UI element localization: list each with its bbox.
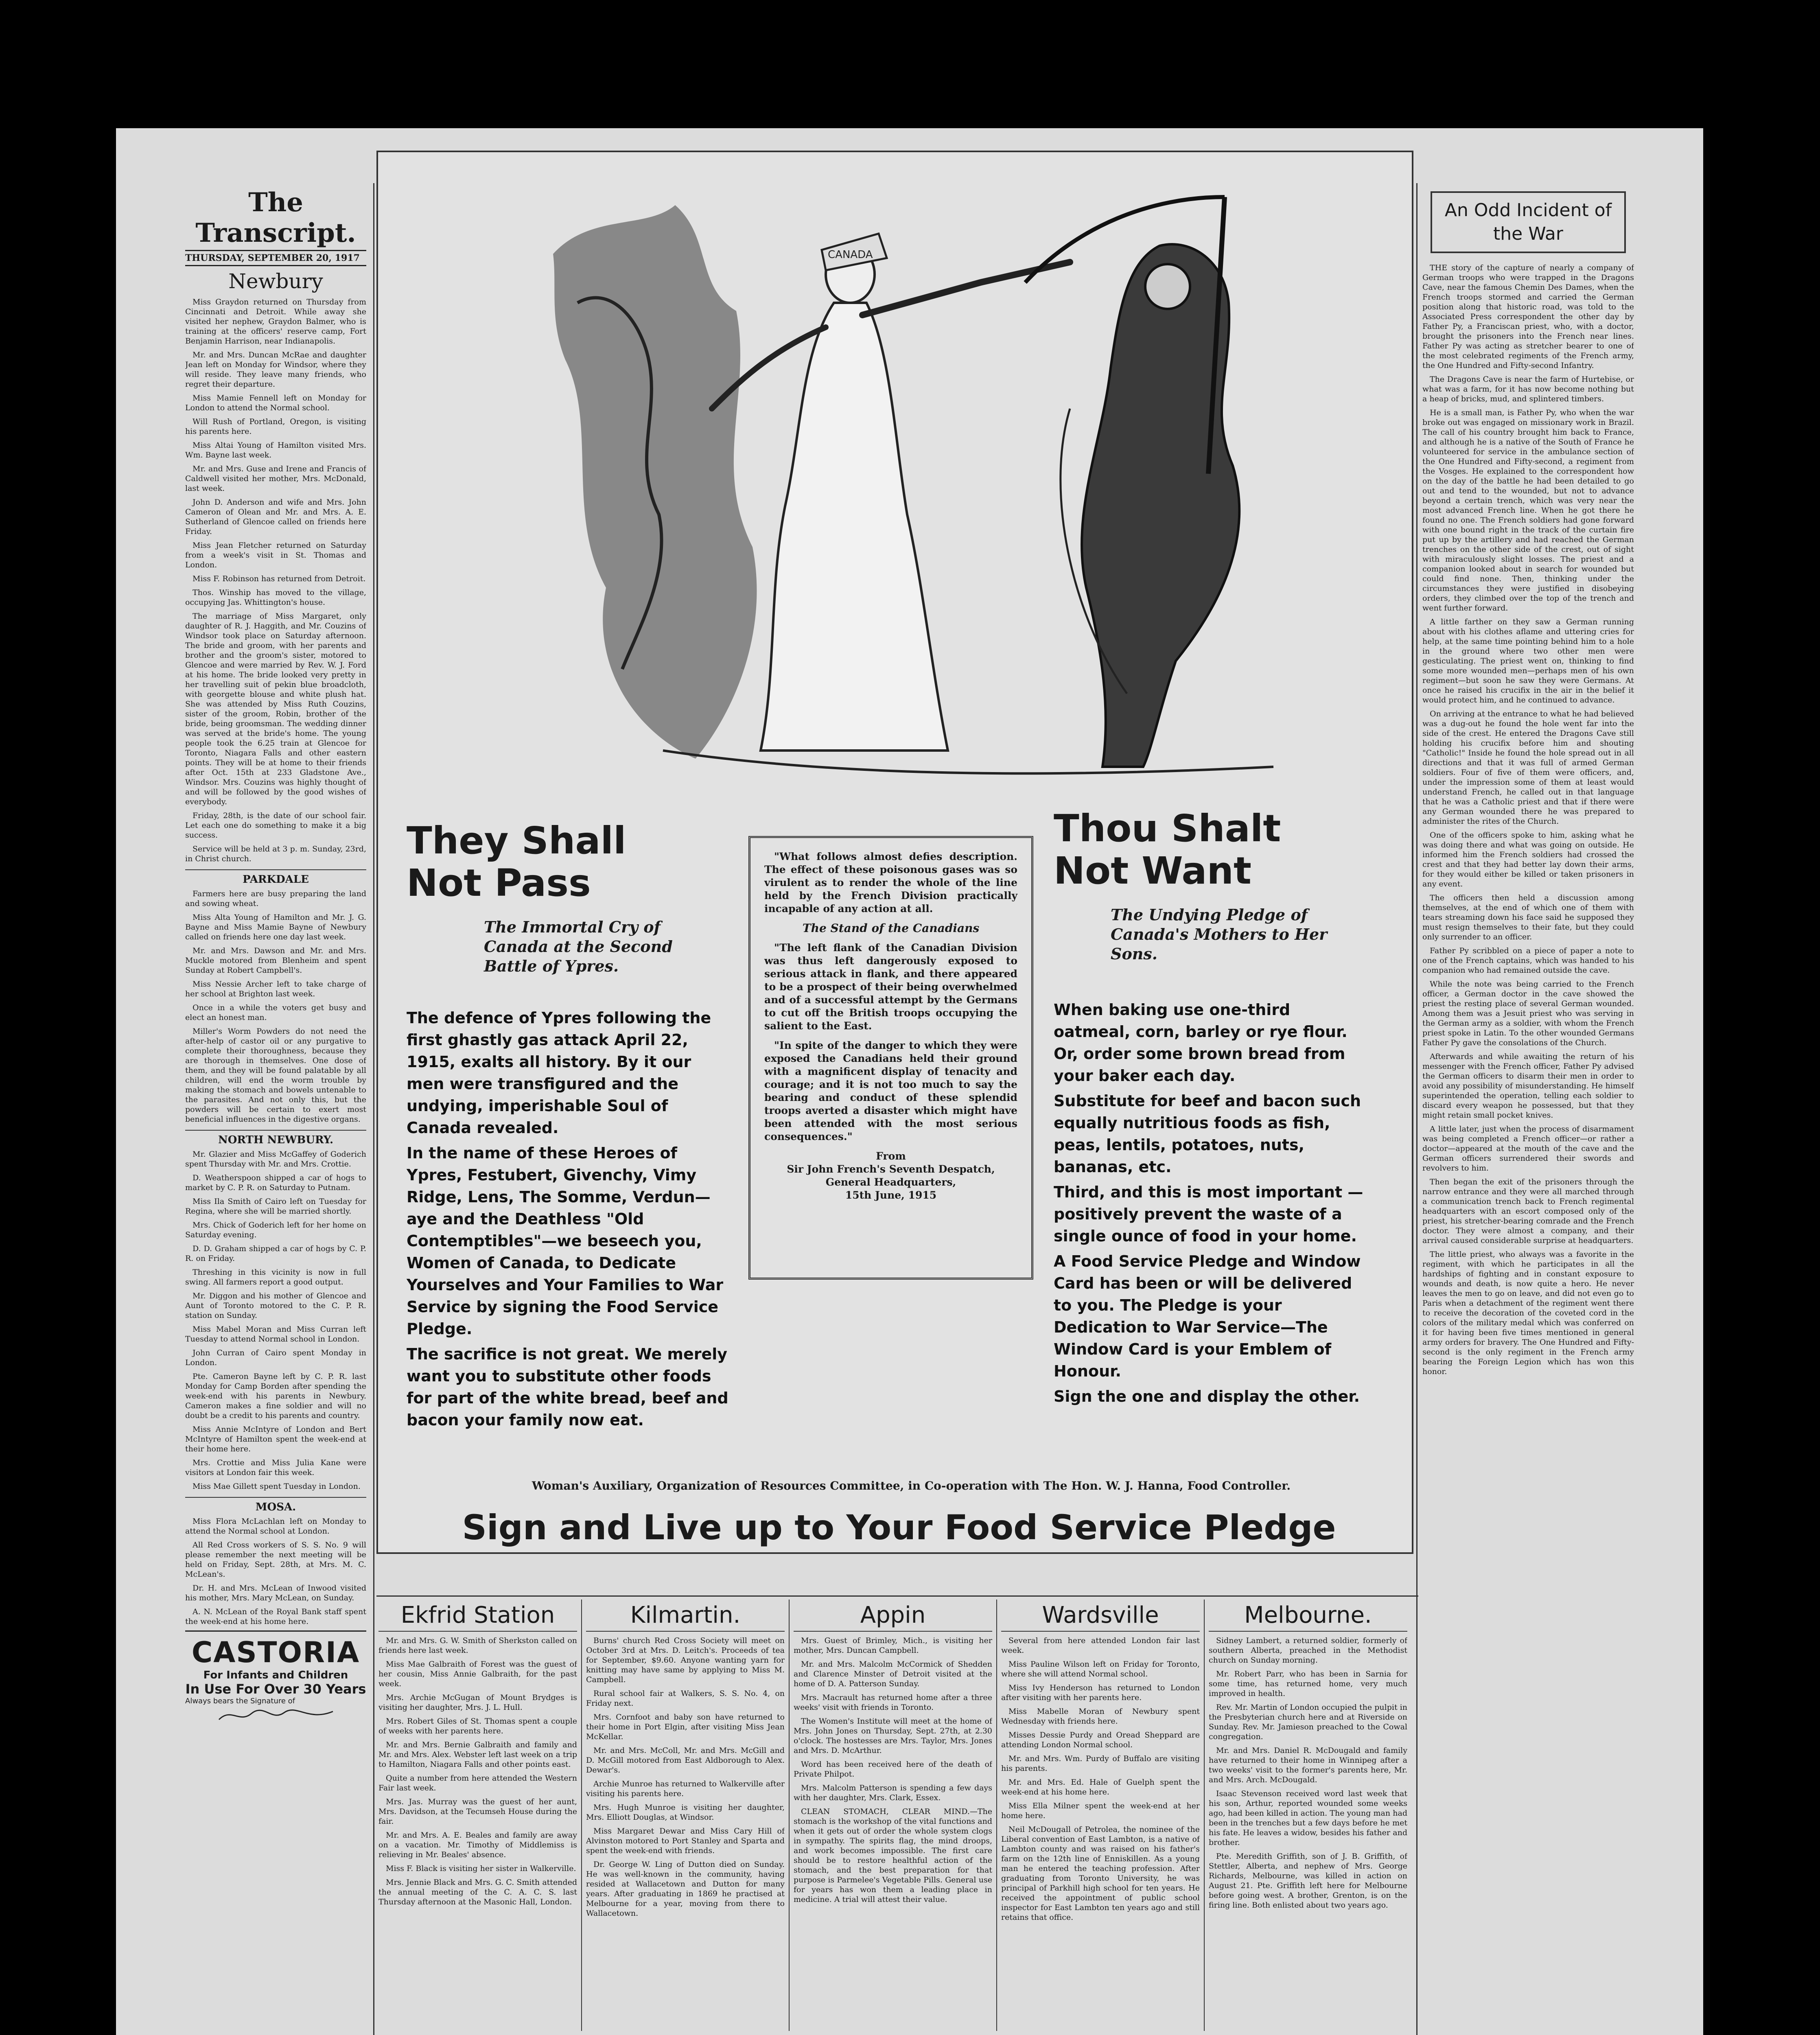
- news-item: Thos. Winship has moved to the village, occupying Jas. Whittington's house.: [185, 588, 366, 607]
- mosa-items: [185, 1516, 366, 1626]
- news-item: Once in a while the voters get busy and elect an honest man.: [185, 1003, 366, 1022]
- bottom-column: [378, 1600, 577, 2031]
- right-column: [1422, 183, 1634, 2031]
- news-item: The marriage of Miss Margaret, only daughter of R. J. Haggith, and Mr. Couzins of Windsor took place on Saturday afternoon. The bride and groom, with her parents and brother and the groom's sister, motored to Glencoe and were married by Rev. W. J. Ford at his home. The bride looked very pretty in her travelling suit of pekin blue broadcloth, with georgette blouse and white plush hat. She was attended by Miss Ruth Couzins, sister of the groom, Robin, brother of the bride, being groomsman. The wedding dinner was served at the bride's home. The young people took the 6.25 train at Glencoe for Toronto, Niagara Falls and other eastern points. They will be at home to their friends after Oct. 15th at 233 Gladstone Ave., Windsor. Mrs. Couzins was highly thought of and will be followed by the good wishes of everybody.: [185, 612, 366, 806]
- column-rule: [1204, 1600, 1205, 2031]
- odd-incident-body: [1422, 263, 1634, 1376]
- bottom-column: [586, 1600, 785, 2031]
- castoria-advert: [185, 1630, 366, 1726]
- illustration-canada-vs-death: [541, 181, 1314, 783]
- column-rule: [373, 183, 374, 2035]
- quote-paragraph-3: "In spite of the danger to which they were exposed the Canadians held their ground with a magnificent display of tenacity and courage; and it is not too much to say the bearing and conduct of these splendid troops averted a disaster which might have been attended with the most serious consequences.": [764, 1039, 1017, 1142]
- news-item: All Red Cross workers of S. S. No. 9 will please remember the next meeting will be held on Friday, Sept. 28th, at Mrs. M. C. McLean's.: [185, 1540, 366, 1579]
- quote-source-4: 15th June, 1915: [845, 1189, 937, 1201]
- right-headline: Thou Shalt Not Want: [1054, 807, 1281, 893]
- news-item: D. D. Graham shipped a car of hogs by C. P. R. on Friday.: [185, 1244, 366, 1263]
- news-item: Miss Ella Milner spent the week-end at her home here.: [1001, 1801, 1200, 1820]
- quote-title: The Stand of the Canadians: [802, 921, 980, 935]
- news-item: Dr. H. and Mrs. McLean of Inwood visited his mother, Mrs. Mary McLean, on Sunday.: [185, 1584, 366, 1602]
- newspaper-page: [116, 128, 1703, 2035]
- masthead-title: The Transcript.: [195, 187, 356, 248]
- news-item: A. N. McLean of the Royal Bank staff spent the week-end at his home here.: [185, 1607, 366, 1626]
- food-pledge-advert: [376, 151, 1413, 1554]
- bottom-column: [1001, 1600, 1200, 2031]
- story-paragraph: A little farther on they saw a German running about with his clothes aflame and uttering cries for help, at the same time pointing behind him to a hole in the ground where two other men were gesticulating. The priest went on, thinking to find some more wounded men—perhaps men of his own regiment—but soon he saw they were Germans. At once he raised his crucifix in the air in the belief it would protect him, and he continued to advance.: [1422, 617, 1634, 705]
- news-item: Miss Altai Young of Hamilton visited Mrs. Wm. Bayne last week.: [185, 441, 366, 460]
- quote-paragraph-1: "What follows almost defies description. The effect of these poisonous gases was so virulent as to render the whole of the line held by the French Division practically incapable of any action at all.: [764, 851, 1017, 915]
- story-paragraph: One of the officers spoke to him, asking what he was doing there and what was going on outside. He informed him the French soldiers had crossed the crest and that they had better lay down their arms, for they would either be killed or taken prisoners in any event.: [1422, 831, 1634, 888]
- news-item: Pte. Cameron Bayne left by C. P. R. last Monday for Camp Borden after spending the week-end with his parents in Newbury. Cameron makes a fine soldier and will no doubt be a credit to his parents and country.: [185, 1372, 366, 1420]
- north-newbury-items: [185, 1149, 366, 1491]
- advert-paragraph: A Food Service Pledge and Window Card has been or will be delivered to you. The Pledge is your Dedication to War Service—The Window Card is your Emblem of Honour.: [1054, 1252, 1361, 1380]
- news-item: Miss Mamie Fennell left on Monday for London to attend the Normal school.: [185, 394, 366, 412]
- quote-paragraph-2: "The left flank of the Canadian Division was thus left dangerously exposed to serious attack in flank, and there appeared to be a prospect of their being overwhelmed and of a successful attempt by the Germans to cut off the British troops occupying the salient to the East.: [764, 942, 1017, 1032]
- news-item: Farmers here are busy preparing the land and sowing wheat.: [185, 889, 366, 908]
- column-rule: [996, 1600, 997, 2031]
- news-item: Mr. and Mrs. A. E. Beales and family are away on a vacation. Mr. Timothy of Middlemiss is relieving in Mr. Beales' absence.: [378, 1831, 577, 1859]
- section-heading-north-newbury: NORTH NEWBURY.: [185, 1130, 366, 1146]
- news-item: Mr. and Mrs. Bernie Galbraith and family and Mr. and Mrs. Alex. Webster left last week on a trip to Hamilton, Niagara Falls and other points east.: [378, 1740, 577, 1769]
- news-item: Mr. Robert Parr, who has been in Sarnia for some time, has returned home, very much improved in health.: [1209, 1670, 1407, 1698]
- castoria-name: CASTORIA: [191, 1636, 360, 1669]
- fletcher-signature: [215, 1705, 337, 1726]
- left-body: [407, 1007, 732, 1434]
- news-item: Mrs. Macrault has returned home after a three weeks' visit with friends in Toronto.: [794, 1693, 992, 1712]
- odd-incident-title: An Odd Incident of the War: [1431, 191, 1626, 253]
- left-headline: They Shall Not Pass: [407, 819, 626, 905]
- news-item: Will Rush of Portland, Oregon, is visiting his parents here.: [185, 417, 366, 436]
- advert-paragraph: The defence of Ypres following the first ghastly gas attack April 22, 1915, exalts all history. By it our men were transfigured and the undying, imperishable Soul of Canada revealed.: [407, 1009, 711, 1137]
- advert-paragraph: The sacrifice is not great. We merely want you to substitute other foods for part of the white bread, beef and bacon your family now eat.: [407, 1345, 728, 1429]
- story-paragraph: THE story of the capture of nearly a company of German troops who were trapped in the Dragons Cave, near the famous Chemin Des Dames, when the French troops stormed and carried the German position along that historic road, was told to the Associated Press correspondent the other day by Father Py, a Franciscan priest, who, with a doctor, brought the prisoners into the French near lines. Father Py was acting as stretcher bearer to one of the most celebrated regiments of the French army, the One Hundred and Fifty-second Infantry.: [1422, 263, 1634, 370]
- news-item: John Curran of Cairo spent Monday in London.: [185, 1348, 366, 1367]
- news-item: D. Weatherspoon shipped a car of hogs to market by C. P. R. on Saturday to Putnam.: [185, 1173, 366, 1192]
- news-item: Miss F. Black is visiting her sister in Walkerville.: [386, 1864, 576, 1873]
- news-item: Mrs. Jennie Black and Mrs. G. C. Smith attended the annual meeting of the C. A. C. S. last Thursday afternoon at the Masonic Hall, London.: [378, 1878, 577, 1906]
- news-item: Word has been received here of the death of Private Philpot.: [794, 1760, 992, 1779]
- story-paragraph: While the note was being carried to the French officer, a German doctor in the cave showed the priest the resting place of several German wounded. Among them was a Jesuit priest who was serving in the German army as a soldier, with whom the French priest spoke in Latin. To the other wounded Germans Father Py gave the consolations of the Church.: [1422, 980, 1634, 1047]
- castoria-line2: In Use For Over 30 Years: [185, 1681, 366, 1697]
- news-item: Mrs. Jas. Murray was the guest of her aunt, Mrs. Davidson, at the Tecumseh House during the fair.: [378, 1797, 577, 1826]
- news-item: Miss F. Robinson has returned from Detroit.: [192, 574, 366, 583]
- bottom-column: [1209, 1600, 1407, 2031]
- bottom-column-heading: Kilmartin.: [586, 1602, 785, 1632]
- news-item: Miss Mae Galbraith of Forest was the guest of her cousin, Miss Annie Galbraith, for the past week.: [378, 1660, 577, 1688]
- story-paragraph: Then began the exit of the prisoners through the narrow entrance and they were all marched through a communication trench back to French regimental headquarters with an escort composed only of the priest, his stretcher-bearing comrade and the French doctor. They were almost a company, and their arrival caused considerable surprise at headquarters.: [1422, 1177, 1634, 1245]
- castoria-line1: For Infants and Children: [203, 1669, 348, 1681]
- left-subhead: The Immortal Cry of Canada at the Second Battle of Ypres.: [484, 918, 673, 975]
- news-item: Archie Munroe has returned to Walkerville after visiting his parents here.: [586, 1779, 785, 1798]
- french-despatch-quote: [748, 836, 1033, 1280]
- news-item: Mrs. Malcolm Patterson is spending a few days with her daughter, Mrs. Clark, Essex.: [794, 1783, 992, 1802]
- news-item: Mrs. Archie McGugan of Mount Brydges is visiting her daughter, Mrs. J. L. Hull.: [378, 1693, 577, 1712]
- news-item: Miss Annie McIntyre of London and Bert McIntyre of Hamilton spent the week-end at their home here.: [185, 1425, 366, 1453]
- news-item: Mr. Diggon and his mother of Glencoe and Aunt of Toronto motored to the C. P. R. station on Sunday.: [185, 1291, 366, 1320]
- news-item: Mr. and Mrs. Guse and Irene and Francis of Caldwell visited her mother, Mrs. McDonald, last week.: [185, 464, 366, 493]
- news-item: Miss Mabel Moran and Miss Curran left Tuesday to attend Normal school in London.: [185, 1325, 366, 1344]
- quote-source-3: General Headquarters,: [825, 1176, 956, 1188]
- column-rule: [1416, 183, 1418, 2035]
- news-item: Mrs. Chick of Goderich left for her home on Saturday evening.: [185, 1221, 366, 1239]
- bottom-column-heading: Ekfrid Station: [378, 1602, 577, 1632]
- news-item: Sidney Lambert, a returned soldier, formerly of southern Alberta, preached in the Methodist church on Sunday morning.: [1209, 1636, 1407, 1665]
- news-item: Threshing in this vicinity is now in full swing. All farmers report a good output.: [185, 1268, 366, 1287]
- news-item: Several from here attended London fair last week.: [1001, 1636, 1200, 1655]
- news-item: Neil McDougall of Petrolea, the nominee of the Liberal convention of East Lambton, is a native of Lambton county and was raised on his father's farm on the 12th line of Enniskillen. As a young man he entered the teaching profession. After graduating from Toronto University, he was principal of Parkhill high school for ten years. He received the appointment of public school inspector for East Lambton ten years ago and still retains that office.: [1001, 1825, 1200, 1922]
- advert-slogan: Sign and Live up to Your Food Service Pledge: [462, 1508, 1336, 1547]
- story-paragraph: Father Py scribbled on a piece of paper a note to one of the French captains, which was handed to his companion who had remained outside the cave.: [1422, 946, 1634, 975]
- quote-source-2: Sir John French's Seventh Despatch,: [787, 1163, 995, 1175]
- advert-paragraph: Third, and this is most important — positively prevent the waste of a single ounce of food in your home.: [1054, 1183, 1363, 1245]
- news-item: Mr. and Mrs. McColl, Mr. and Mrs. McGill and D. McGill motored from East Aldborough to Alex. Dewar's.: [586, 1746, 785, 1775]
- news-item: Dr. George W. Ling of Dutton died on Sunday. He was well-known in the community, having resided at Wallacetown and Dutton for many years. After graduating in 1869 he practised at Melbourne for a year, moving from there to Wallacetown.: [586, 1860, 785, 1918]
- bottom-column-heading: Melbourne.: [1209, 1602, 1407, 1632]
- column-rule: [789, 1600, 790, 2031]
- bottom-column: [794, 1600, 992, 2031]
- story-paragraph: He is a small man, is Father Py, who when the war broke out was engaged on missionary work in Brazil. The call of his country brought him back to France, and although he is a native of the South of France he volunteered for service in the ambulance section of the One Hundred and Fifty-second, a regiment from the Vosges. He explained to the correspondent how on the day of the battle he had been detailed to go out and tend to the wounded, but not to advance beyond a certain trench, which was very near the most advanced French line. When he got there he found no one. The French soldiers had gone forward with one bound right in the track of the curtain fire put up by the artillery and had reached the German trenches on the other side of the crest, out of sight with miraculously slight losses. The priest and a companion looked about in search for wounded but could find none. Then, thinking under the circumstances they were justified in disobeying orders, they climbed over the top of the trench and went further forward.: [1422, 408, 1634, 613]
- section-heading-mosa: MOSA.: [185, 1497, 366, 1513]
- parkdale-items: [185, 889, 366, 1124]
- news-item: Miller's Worm Powders do not need the after-help of castor oil or any purgative to complete their thoroughness, because they are thorough in themselves. One dose of them, and they will be found palatable by all children, will end the worm trouble by making the stomach and bowels untenable to the parasites. And not only this, but the powders will be certain to exert most beneficial influences in the digestive organs.: [185, 1027, 366, 1124]
- left-column: [185, 183, 366, 2031]
- advert-paragraph: In the name of these Heroes of Ypres, Festubert, Givenchy, Vimy Ridge, Lens, The Somme, Verdun—aye and the Deathless "Old Contemptibles"—we beseech you, Women of Canada, to Dedicate Yourselves and Your Families to War Service by signing the Food Service Pledge.: [407, 1144, 724, 1338]
- story-paragraph: A little later, just when the process of disarmament was being completed a French officer—or rather a doctor—appeared at the mouth of the cave and the German officers surrendered their swords and revolvers to him.: [1422, 1125, 1634, 1173]
- bottom-column-heading: Wardsville: [1001, 1602, 1200, 1632]
- news-item: Pte. Meredith Griffith, son of J. B. Griffith, of Stettler, Alberta, and nephew of Mrs. George Richards, Melbourne, was killed in action on August 21. Pte. Griffith left here for Melbourne before going west. A brother, Grenton, is on the firing line. Both enlisted about two years ago.: [1209, 1852, 1407, 1910]
- news-item: Mrs. Guest of Brimley, Mich., is visiting her mother, Mrs. Duncan Campbell.: [794, 1636, 992, 1655]
- newbury-items: [185, 297, 366, 864]
- news-item: Miss Jean Fletcher returned on Saturday from a week's visit in St. Thomas and London.: [185, 541, 366, 569]
- advert-paragraph: Sign the one and display the other.: [1054, 1387, 1360, 1405]
- news-item: Service will be held at 3 p. m. Sunday, 23rd, in Christ church.: [185, 845, 366, 863]
- canada-crown-text: CANADA: [828, 249, 873, 261]
- news-item: Mr. and Mrs. Wm. Purdy of Buffalo are visiting his parents.: [1001, 1754, 1200, 1773]
- right-subhead: The Undying Pledge of Canada's Mothers to Her Sons.: [1111, 906, 1328, 963]
- news-item: Mr. and Mrs. Daniel R. McDougald and family have returned to their home in Winnipeg after a two weeks' visit to the former's parents here, Mr. and Mrs. Arch. McDougald.: [1209, 1746, 1407, 1784]
- story-paragraph: The Dragons Cave is near the farm of Hurtebise, or what was a farm, for it has now become nothing but a heap of bricks, mud, and splintered timbers.: [1422, 375, 1634, 403]
- news-item: Mr. and Mrs. G. W. Smith of Sherkston called on friends here last week.: [378, 1636, 577, 1655]
- news-item: Quite a number from here attended the Western Fair last week.: [378, 1774, 577, 1792]
- news-item: Mr. and Mrs. Malcolm McCormick of Shedden and Clarence Minster of Detroit visited at the home of D. A. Patterson Sunday.: [794, 1660, 992, 1688]
- news-item: Mr. and Mrs. Dawson and Mr. and Mrs. Muckle motored from Blenheim and spent Sunday at Robert Campbell's.: [185, 946, 366, 975]
- news-item: Miss Mae Gillett spent Tuesday in London.: [192, 1482, 361, 1491]
- story-paragraph: Afterwards and while awaiting the return of his messenger with the French officer, Father Py advised the German officers to disarm their men in order to avoid any possibility of misunderstanding. He himself superintended the operation, telling each soldier to discard every weapon he possessed, but that they might retain small pocket knives.: [1422, 1052, 1634, 1120]
- news-item: Rev. Mr. Martin of London occupied the pulpit in the Presbyterian church here and at Riverside on Sunday. Rev. Mr. Jamieson preached to the Cowal congregation.: [1209, 1703, 1407, 1741]
- story-paragraph: The little priest, who always was a favorite in the regiment, with which he participates in all the hardships of fighting and in constant exposure to wounds and death, is now quite a hero. He never leaves the men to go on leave, and did not even go to Paris when a detachment of the regiment went there to receive the decoration of the coveted cord in the colors of the military medal which was conferred on it for having been five times mentioned in general army orders for bravery. The One Hundred and Fifty-second is the only regiment in the French army bearing the Foreign Legion which has won this honor.: [1422, 1250, 1634, 1376]
- advert-credit: Woman's Auxiliary, Organization of Resources Committee, in Co-operation with The Hon. W. J. Hanna, Food Controller.: [532, 1479, 1291, 1492]
- news-item: Burns' church Red Cross Society will meet on October 3rd at Mrs. D. Leitch's. Proceeds of tea for September, $9.60. Anyone wanting yarn for knitting may have same by applying to Miss M. Campbell.: [586, 1636, 785, 1684]
- news-item: Mr. and Mrs. Duncan McRae and daughter Jean left on Monday for Windsor, where they will reside. They leave many friends, who regret their departure.: [185, 350, 366, 389]
- story-paragraph: On arriving at the entrance to what he had believed was a dug-out he found the hole went far into the side of the crest. He entered the Dragons Cave still holding his crucifix before him and shouting "Catholic!" Inside he found the hole spread out in all directions and that it was full of armed German soldiers. Four of five of them were officers, and, under the impression some of them at least would understand French, he called out in that language that he was a Catholic priest and that if there were any German wounded there he was prepared to administer the rites of the Church.: [1422, 709, 1634, 826]
- dateline: THURSDAY, SEPTEMBER 20, 1917: [185, 250, 366, 266]
- news-item: Miss Pauline Wilson left on Friday for Toronto, where she will attend Normal school.: [1001, 1660, 1200, 1678]
- news-item: Mrs. Hugh Munroe is visiting her daughter, Mrs. Elliott Douglas, at Windsor.: [586, 1803, 785, 1822]
- news-item: John D. Anderson and wife and Mrs. John Cameron of Olean and Mr. and Mrs. A. E. Sutherland of Glencoe called on friends here Friday.: [185, 498, 366, 536]
- news-item: Miss Alta Young of Hamilton and Mr. J. G. Bayne and Miss Mamie Bayne of Newbury called on friends here one day last week.: [185, 913, 366, 941]
- advert-paragraph: When baking use one-third oatmeal, corn, barley or rye flour. Or, order some brown bread from your baker each day.: [1054, 1001, 1348, 1085]
- bottom-column-heading: Appin: [794, 1602, 992, 1632]
- news-item: Miss Mabelle Moran of Newbury spent Wednesday with friends here.: [1001, 1707, 1200, 1726]
- bottom-section-rule: [376, 1595, 1418, 1597]
- advert-paragraph: Substitute for beef and bacon such equally nutritious foods as fish, peas, lentils, potatoes, nuts, bananas, etc.: [1054, 1092, 1361, 1176]
- news-item: Mrs. Crottie and Miss Julia Kane were visitors at London fair this week.: [185, 1458, 366, 1477]
- news-item: Mr. and Mrs. Ed. Hale of Guelph spent the week-end at his home here.: [1001, 1778, 1200, 1796]
- news-item: CLEAN STOMACH, CLEAR MIND.—The stomach is the workshop of the vital functions and when it gets out of order the whole system clogs in sympathy. The spirits flag, the mind droops, and work becomes impossible. The first care should be to restore healthful action of the stomach, and the best preparation for that purpose is Parmelee's Vegetable Pills. General use for years has won them a leading place in medicine. A trial will attest their value.: [794, 1807, 992, 1904]
- section-heading-newbury: Newbury: [228, 269, 323, 293]
- story-paragraph: The officers then held a discussion among themselves, at the end of which one of them with tears streaming down his face said he supposed they must resign themselves to their fate, but they could only surrender to an officer.: [1422, 893, 1634, 941]
- news-item: Miss Graydon returned on Thursday from Cincinnati and Detroit. While away she visited her nephew, Graydon Balmer, who is training at the officers' reserve camp, Fort Benjamin Harrison, near Indianapolis.: [185, 298, 366, 346]
- news-item: Miss Flora McLachlan left on Monday to attend the Normal school at London.: [185, 1517, 366, 1536]
- news-item: Mrs. Robert Giles of St. Thomas spent a couple of weeks with her parents here.: [378, 1717, 577, 1735]
- news-item: Isaac Stevenson received word last week that his son, Arthur, reported wounded some weeks ago, had been killed in action. The young man had been in the trenches but a few days before he met his fate. He leaves a widow, besides his father and brother.: [1209, 1789, 1407, 1847]
- right-body: [1054, 999, 1371, 1411]
- news-item: Misses Dessie Purdy and Oread Sheppard are attending London Normal school.: [1001, 1731, 1200, 1749]
- news-item: The Women's Institute will meet at the home of Mrs. John Jones on Thursday, Sept. 27th, at 2.30 o'clock. The hostesses are Mrs. Taylor, Mrs. Jones and Mrs. D. McArthur.: [794, 1717, 992, 1755]
- news-item: Miss Ivy Henderson has returned to London after visiting with her parents here.: [1001, 1683, 1200, 1702]
- news-item: Miss Nessie Archer left to take charge of her school at Brighton last week.: [185, 980, 366, 998]
- castoria-line3: Always bears the Signature of: [185, 1697, 295, 1705]
- news-item: Mr. Glazier and Miss McGaffey of Goderich spent Thursday with Mr. and Mrs. Crottie.: [185, 1150, 366, 1168]
- quote-source-1: From: [876, 1150, 906, 1162]
- news-item: Friday, 28th, is the date of our school fair. Let each one do something to make it a big success.: [185, 811, 366, 840]
- column-rule: [581, 1600, 582, 2031]
- news-item: Miss Ila Smith of Cairo left on Tuesday for Regina, where she will be married shortly.: [185, 1197, 366, 1216]
- section-heading-parkdale: PARKDALE: [185, 869, 366, 886]
- news-item: Mrs. Cornfoot and baby son have returned to their home in Port Elgin, after visiting Miss Jean McKellar.: [586, 1713, 785, 1741]
- news-item: Rural school fair at Walkers, S. S. No. 4, on Friday next.: [586, 1689, 785, 1708]
- news-item: Miss Margaret Dewar and Miss Cary Hill of Alvinston motored to Port Stanley and Sparta and spent the week-end with friends.: [586, 1827, 785, 1855]
